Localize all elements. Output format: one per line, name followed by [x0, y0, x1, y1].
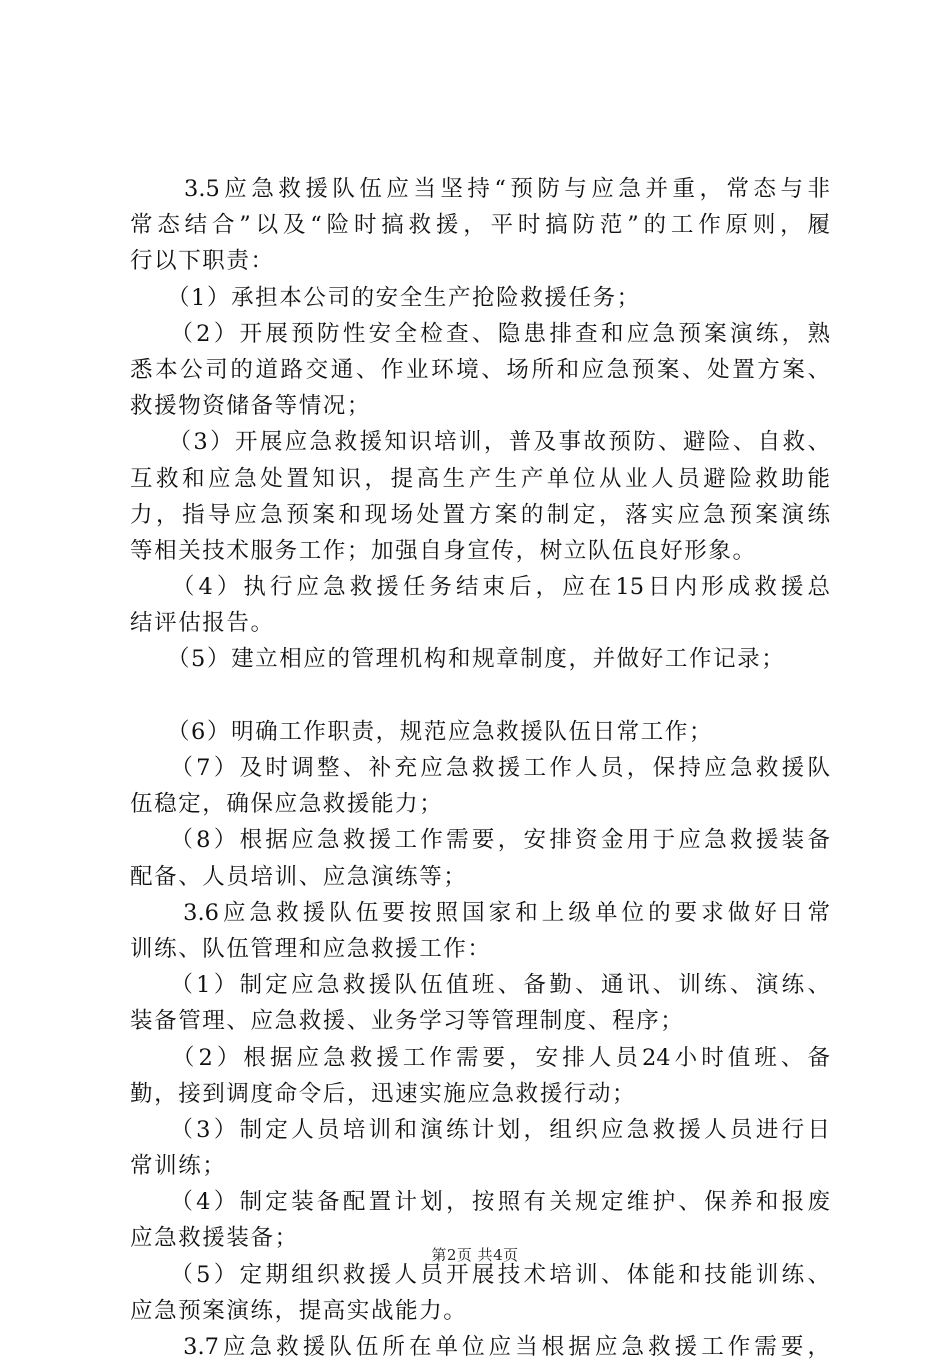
text-line: （1）制定应急救援队伍值班、备勤、通讯、训练、演练、: [130, 972, 830, 999]
blank-line: [130, 678, 830, 714]
text-line: 常态结合”以及“险时搞救援，平时搞防范”的工作原则，履: [130, 212, 830, 239]
text-line: （2）根据应急救援工作需要，安排人员24小时值班、备: [130, 1044, 830, 1071]
text-line: 救援物资储备等情况；: [130, 393, 372, 420]
text-line: 3.5应急救援队伍应当坚持“预防与应急并重，常态与非: [130, 176, 830, 202]
text-line: 结评估报告。: [130, 610, 275, 637]
text-line: 等相关技术服务工作；加强自身宣传，树立队伍良好形象。: [130, 537, 757, 564]
text-line: 勤，接到调度命令后，迅速实施应急救援行动；: [130, 1080, 637, 1107]
text-line: 行以下职责：: [130, 248, 275, 275]
text-line: （8）根据应急救援工作需要，安排资金用于应急救援装备: [130, 827, 830, 854]
text-line: 应急救援装备；: [130, 1225, 299, 1252]
text-line: 悉本公司的道路交通、作业环境、场所和应急预案、处置方案、: [130, 356, 830, 383]
text-line: （2）开展预防性安全检查、隐患排查和应急预案演练，熟: [130, 320, 830, 347]
text-line: 互救和应急处置知识，提高生产生产单位从业人员避险救助能: [130, 465, 830, 492]
text-line: （3）制定人员培训和演练计划，组织应急救援人员进行日: [130, 1116, 830, 1143]
text-line: 应急预案演练，提高实战能力。: [130, 1297, 468, 1324]
text-line: 装备管理、应急救援、业务学习等管理制度、程序；: [130, 1008, 685, 1035]
text-line: （5）定期组织救援人员开展技术培训、体能和技能训练、: [130, 1261, 830, 1288]
text-line: （1）承担本公司的安全生产抢险救援任务；: [130, 284, 641, 311]
text-line: 力，指导应急预案和现场处置方案的制定，落实应急预案演练: [130, 501, 830, 528]
text-line: 配备、人员培训、应急演练等；: [130, 863, 468, 890]
text-line: （3）开展应急救援知识培训，普及事故预防、避险、自救、: [130, 429, 830, 456]
text-line: 3.6应急救援队伍要按照国家和上级单位的要求做好日常: [130, 899, 830, 926]
page-footer: 第2页 共4页: [431, 1246, 519, 1264]
text-line: （4）执行应急救援任务结束后，应在15日内形成救援总: [130, 574, 830, 601]
text-line: （6）明确工作职责，规范应急救援队伍日常工作；: [130, 718, 714, 745]
text-line: 常训练；: [130, 1153, 227, 1180]
document-body: [130, 171, 830, 1365]
text-line: 3.7应急救援队伍所在单位应当根据应急救援工作需要，: [130, 1334, 830, 1360]
text-line: （7）及时调整、补充应急救援工作人员，保持应急救援队: [130, 755, 830, 781]
text-line: 训练、队伍管理和应急救援工作：: [130, 935, 492, 962]
text-line: 伍稳定，确保应急救援能力；: [130, 791, 444, 818]
text-line: （4）制定装备配置计划，按照有关规定维护、保养和报废: [130, 1189, 830, 1216]
text-line: （5）建立相应的管理机构和规章制度，并做好工作记录；: [130, 646, 786, 673]
